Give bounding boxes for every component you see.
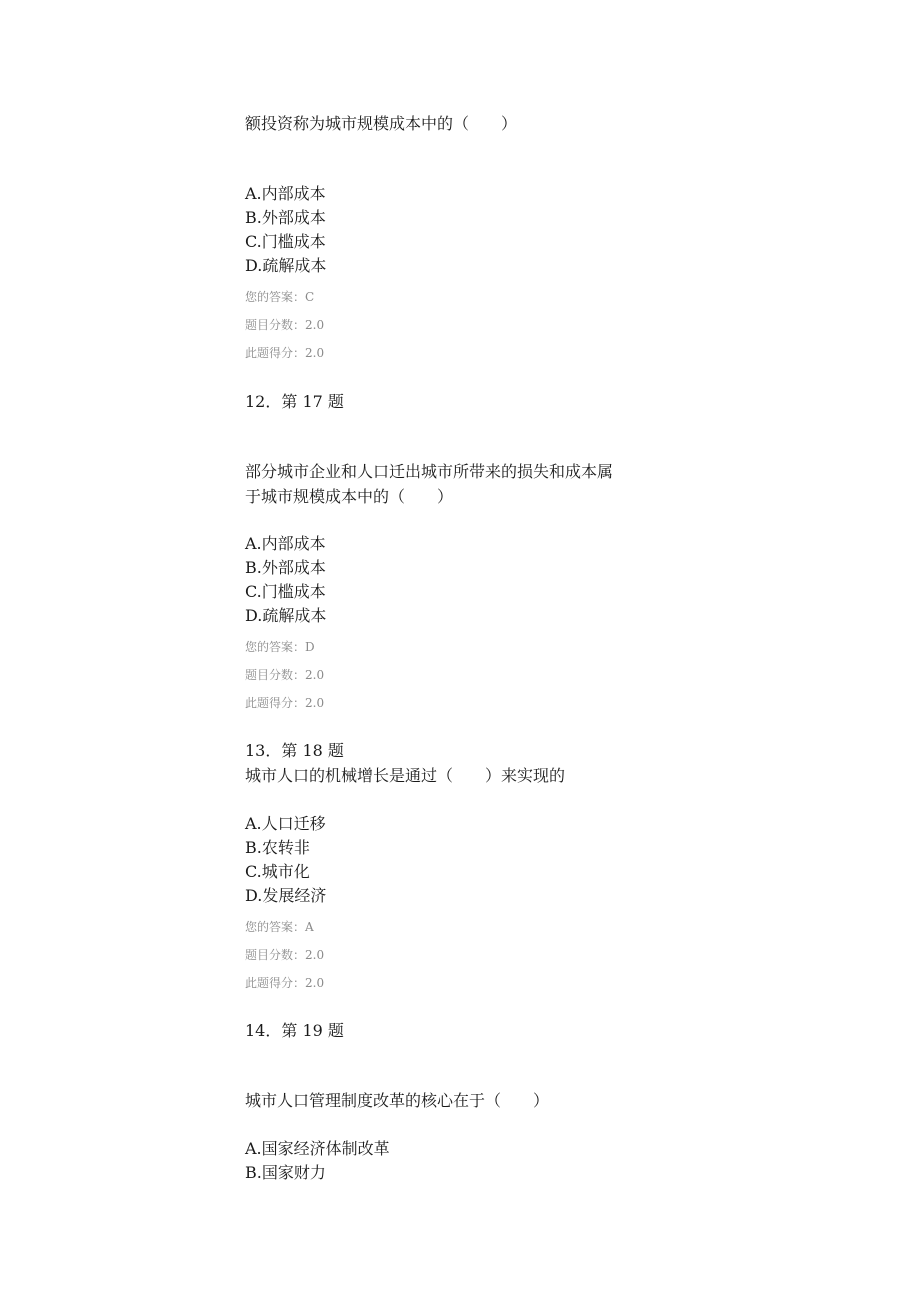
your-answer: 您的答案：C: [245, 290, 315, 304]
question-score: 题目分数：2.0: [245, 668, 325, 682]
question-score: 题目分数：2.0: [245, 318, 325, 332]
option-a: A.内部成本: [245, 184, 326, 203]
question-header: 12．第 17 题: [245, 392, 344, 411]
option-d: D.疏解成本: [245, 606, 327, 625]
question-stem-line: 额投资称为城市规模成本中的（ ）: [245, 114, 518, 133]
earned-score: 此题得分：2.0: [245, 696, 325, 710]
option-d: D.疏解成本: [245, 256, 327, 275]
question-stem-line: 城市人口的机械增长是通过（ ）来实现的: [245, 766, 566, 785]
option-b: B.农转非: [245, 838, 310, 857]
option-c: C.门槛成本: [245, 582, 326, 601]
your-answer: 您的答案：D: [245, 640, 315, 654]
option-b: B.外部成本: [245, 208, 326, 227]
question-header: 14．第 19 题: [245, 1021, 344, 1040]
earned-score: 此题得分：2.0: [245, 346, 325, 360]
option-a: A.国家经济体制改革: [245, 1139, 390, 1158]
question-header: 13．第 18 题: [245, 741, 344, 760]
option-c: C.城市化: [245, 862, 310, 881]
question-stem-line: 于城市规模成本中的（ ）: [245, 487, 454, 506]
question-stem-line: 部分城市企业和人口迁出城市所带来的损失和成本属: [245, 462, 614, 481]
option-a: A.人口迁移: [245, 814, 326, 833]
option-b: B.外部成本: [245, 558, 326, 577]
question-score: 题目分数：2.0: [245, 948, 325, 962]
option-b: B.国家财力: [245, 1163, 326, 1182]
earned-score: 此题得分：2.0: [245, 976, 325, 990]
your-answer: 您的答案：A: [245, 920, 314, 934]
option-c: C.门槛成本: [245, 232, 326, 251]
option-a: A.内部成本: [245, 534, 326, 553]
option-d: D.发展经济: [245, 886, 327, 905]
question-stem-line: 城市人口管理制度改革的核心在于（ ）: [245, 1091, 550, 1110]
